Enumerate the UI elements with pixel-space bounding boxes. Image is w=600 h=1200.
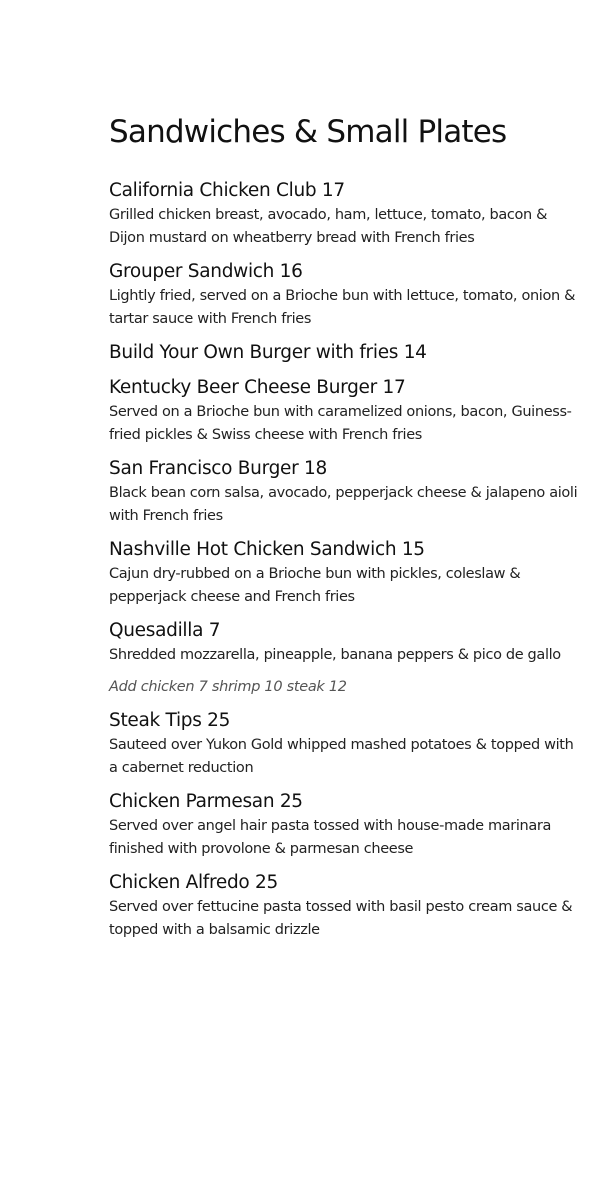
menu-item-description: Shredded mozzarella, pineapple, banana peppers & pico de gallo xyxy=(109,647,561,663)
menu-item-kentucky-beer-cheese-burger xyxy=(109,375,579,447)
menu-item-steak-tips xyxy=(109,708,579,780)
menu-item-name: Quesadilla 7 xyxy=(109,620,221,641)
menu-item-nashville-hot-chicken-sandwich xyxy=(109,537,579,609)
menu-item-chicken-parmesan xyxy=(109,789,579,861)
menu-item-description: Served over fettucine pasta tossed with basil pesto cream sauce & topped with a balsamic drizzle xyxy=(109,899,573,938)
menu-item-name: Chicken Parmesan 25 xyxy=(109,791,303,812)
menu-item-name: Grouper Sandwich 16 xyxy=(109,261,303,282)
menu-item-description: Served over angel hair pasta tossed with house-made marinara finished with provolone & parmesan cheese xyxy=(109,818,552,857)
menu-item-description: Black bean corn salsa, avocado, pepperjack cheese & jalapeno aioli with French fries xyxy=(109,485,578,524)
menu-item-name: Chicken Alfredo 25 xyxy=(109,872,278,893)
menu-item-grouper-sandwich xyxy=(109,259,579,331)
menu-item-quesadilla xyxy=(109,618,579,667)
menu-item-name: Nashville Hot Chicken Sandwich 15 xyxy=(109,539,425,560)
menu-item-name: Kentucky Beer Cheese Burger 17 xyxy=(109,377,406,398)
menu-item-description: Sauteed over Yukon Gold whipped mashed potatoes & topped with a cabernet reduction xyxy=(109,737,574,776)
menu-item-california-chicken-club xyxy=(109,178,579,250)
menu-item-description: Cajun dry-rubbed on a Brioche bun with pickles, coleslaw & pepperjack cheese and French fries xyxy=(109,566,521,605)
menu-item-name: Steak Tips 25 xyxy=(109,710,231,731)
menu-item-description: Served on a Brioche bun with caramelized onions, bacon, Guiness-fried pickles & Swiss cheese with French fries xyxy=(109,404,572,443)
menu-item-name: Build Your Own Burger with fries 14 xyxy=(109,342,427,363)
menu-item-description: Grilled chicken breast, avocado, ham, lettuce, tomato, bacon & Dijon mustard on wheatberry bread with French fries xyxy=(109,207,548,246)
menu-item-chicken-alfredo xyxy=(109,870,579,942)
menu-item-name: San Francisco Burger 18 xyxy=(109,458,327,479)
menu-section xyxy=(109,112,579,951)
menu-item-build-your-own-burger xyxy=(109,340,579,366)
quesadilla-addons-note: Add chicken 7 shrimp 10 steak 12 xyxy=(109,679,347,695)
menu-item-san-francisco-burger xyxy=(109,456,579,528)
menu-item-description: Lightly fried, served on a Brioche bun with lettuce, tomato, onion & tartar sauce with French fries xyxy=(109,288,576,327)
page-title: Sandwiches & Small Plates xyxy=(109,114,507,150)
menu-item-name: California Chicken Club 17 xyxy=(109,180,345,201)
